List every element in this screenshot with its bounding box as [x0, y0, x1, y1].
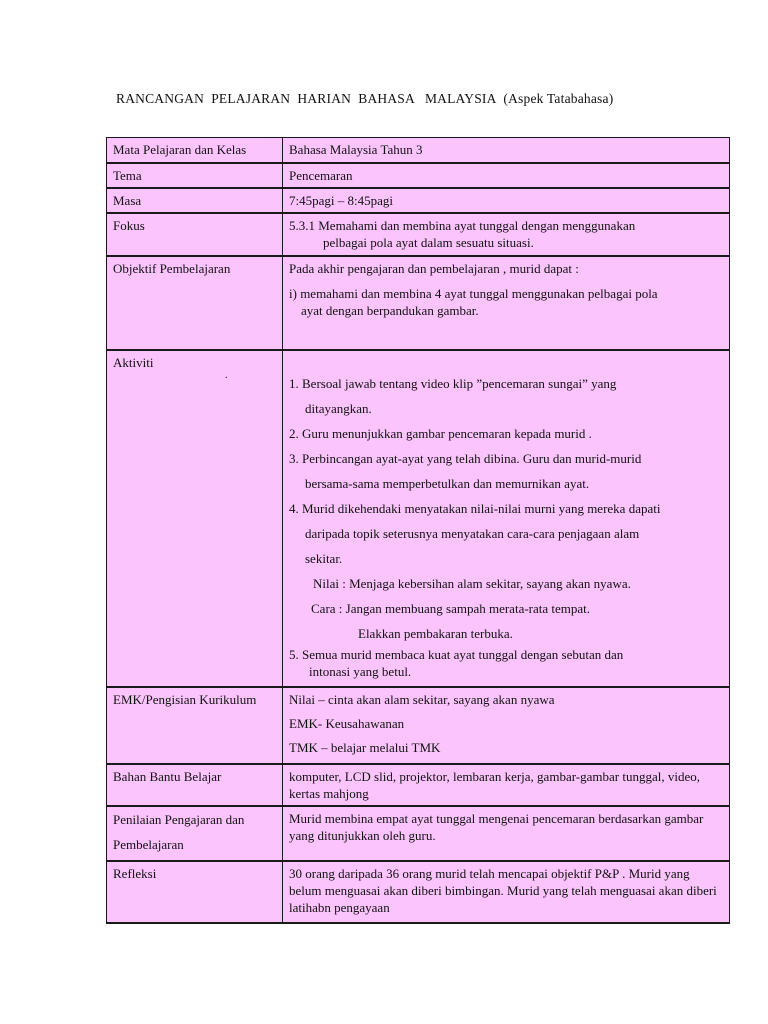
row-aktiviti — [107, 350, 730, 687]
fokus-line-2: pelbagai pola ayat dalam sesuatu situasi. — [323, 234, 534, 250]
row-fokus — [107, 213, 730, 256]
aktiviti-item-1b: ditayangkan. — [305, 400, 372, 416]
label-aktiviti — [107, 350, 283, 687]
aktiviti-cara-sub: Elakkan pembakaran terbuka. — [358, 625, 513, 641]
objektif-line-3: ayat dengan berpandukan gambar. — [301, 302, 479, 318]
value-mata-pelajaran: Bahasa Malaysia Tahun 3 — [283, 138, 730, 163]
aktiviti-item-4b: daripada topik seterusnya menyatakan cara-cara penjagaan alam — [305, 525, 640, 541]
label-refleksi: Refleksi — [107, 861, 283, 923]
row-tema — [107, 163, 730, 188]
value-refleksi: 30 orang daripada 36 orang murid telah mencapai objektif P&P . Murid yang belum menguasai akan diberi bimbingan. Murid yang telah menguasai akan diberi latihabn pengayaan — [283, 861, 730, 923]
aktiviti-item-2: 2. Guru menunjukkan gambar pencemaran kepada murid . — [289, 425, 592, 441]
objektif-line-2: i) memahami dan membina 4 ayat tunggal menggunakan pelbagai pola — [289, 285, 658, 301]
value-bahan: komputer, LCD slid, projektor, lembaran kerja, gambar-gambar tunggal, video, kertas mahjong — [283, 764, 730, 806]
row-masa — [107, 188, 730, 213]
emk-line-3: TMK – belajar melalui TMK — [289, 739, 441, 755]
lesson-plan-table — [106, 137, 730, 924]
label-mata-pelajaran: Mata Pelajaran dan Kelas — [107, 138, 283, 163]
objektif-line-1: Pada akhir pengajaran dan pembelajaran , murid dapat : — [289, 260, 579, 276]
value-aktiviti — [283, 350, 730, 687]
row-emk — [107, 687, 730, 764]
value-masa: 7:45pagi – 8:45pagi — [283, 188, 730, 213]
label-masa: Masa — [107, 188, 283, 213]
fokus-line-1: 5.3.1 Memahami dan membina ayat tunggal dengan menggunakan — [289, 217, 636, 233]
row-refleksi — [107, 861, 730, 923]
value-emk — [283, 687, 730, 764]
label-fokus: Fokus — [107, 213, 283, 256]
row-penilaian — [107, 806, 730, 861]
aktiviti-item-3a: 3. Perbincangan ayat-ayat yang telah dibina. Guru dan murid-murid — [289, 450, 642, 466]
aktiviti-cara: Cara : Jangan membuang sampah merata-rata tempat. — [311, 600, 591, 616]
value-fokus — [283, 213, 730, 256]
row-bahan — [107, 764, 730, 806]
label-emk: EMK/Pengisian Kurikulum — [107, 687, 283, 764]
row-objektif — [107, 256, 730, 350]
aktiviti-item-5b: intonasi yang betul. — [309, 663, 412, 679]
emk-line-1: Nilai – cinta akan alam sekitar, sayang akan nyawa — [289, 691, 555, 707]
row-mata-pelajaran — [107, 138, 730, 163]
label-penilaian — [107, 806, 283, 861]
label-tema: Tema — [107, 163, 283, 188]
aktiviti-nilai: Nilai : Menjaga kebersihan alam sekitar, sayang akan nyawa. — [313, 575, 631, 591]
aktiviti-item-5a: 5. Semua murid membaca kuat ayat tunggal dengan sebutan dan — [289, 646, 624, 662]
title-aspect: (Aspek Tatabahasa) — [503, 91, 614, 106]
aktiviti-dot: . — [225, 369, 228, 381]
label-objektif: Objektif Pembelajaran — [107, 256, 283, 350]
value-penilaian: Murid membina empat ayat tunggal mengenai pencemaran berdasarkan gambar yang ditunjukkan oleh guru. — [283, 806, 730, 861]
label-bahan: Bahan Bantu Belajar — [107, 764, 283, 806]
value-tema: Pencemaran — [283, 163, 730, 188]
title-main: RANCANGAN PELAJARAN HARIAN BAHASA MALAYSIA — [116, 91, 496, 106]
value-objektif — [283, 256, 730, 350]
aktiviti-label: Aktiviti — [113, 354, 154, 370]
aktiviti-item-4c: sekitar. — [305, 550, 343, 566]
aktiviti-item-4a: 4. Murid dikehendaki menyatakan nilai-nilai murni yang mereka dapati — [289, 500, 661, 516]
penilaian-label-2: Pembelajaran — [113, 836, 184, 852]
document-title — [116, 91, 613, 107]
penilaian-label-1: Penilaian Pengajaran dan — [113, 811, 245, 827]
emk-line-2: EMK- Keusahawanan — [289, 715, 405, 731]
aktiviti-item-1a: 1. Bersoal jawab tentang video klip ”pencemaran sungai” yang — [289, 375, 617, 391]
aktiviti-item-3b: bersama-sama memperbetulkan dan memurnikan ayat. — [305, 475, 590, 491]
